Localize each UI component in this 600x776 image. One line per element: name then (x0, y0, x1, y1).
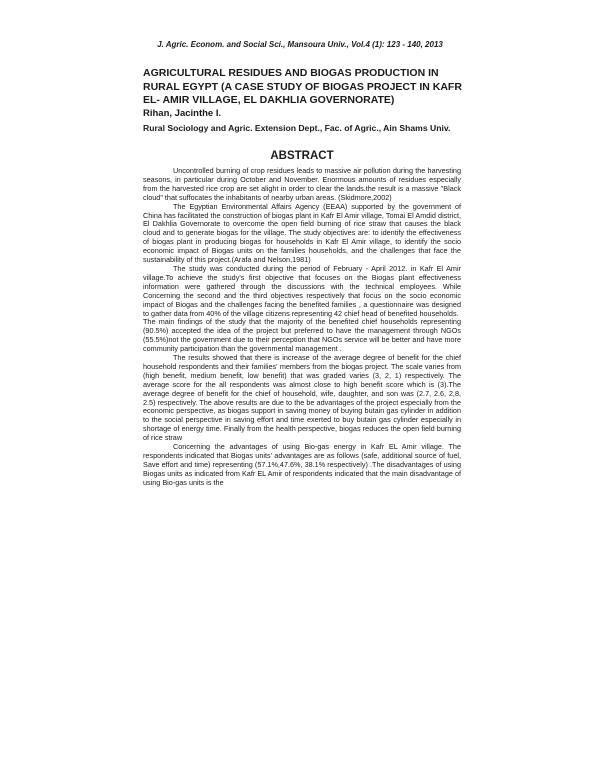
abstract-heading: ABSTRACT (270, 150, 334, 162)
abstract-paragraph-1: Uncontrolled burning of crop residues leads to massive air pollution during the harvesting seasons, in particular during October and November. Enormous amounts of residues especially from the harvested rice crop are set alight in order to clear the lands.the result is a massive "Black cloud" that suffocates the inhabitants of nearby urban areas. (Skidmore,2002) (143, 166, 461, 202)
abstract-paragraph-6: Concerning the advantages of using Bio-gas energy in Kafr EL Amir village. The respondents indicated that Biogas units' advantages are as follows (safe, additional source of fuel, Save effort and time) representing (57.1%,47.6%, 38.1% respectively) .The disadvantages of using Biogas units as indicated from Kafr EL Amir of respondents indicated that the main disadvantage of using Bio-gas units is the (143, 442, 461, 487)
abstract-paragraph-5: The results showed that there is increase of the average degree of benefit for the chief household respondents and their families' members from the biogas project. The scale varies from (high benefit, medium benefit, low benefit) that was graded varies (3, 2, 1) respectively. The average score for the all respondents was almost close to high benefit score which is (3).The average degree of benefit for the chief of household, wife, daughter, and son was (2.7, 2.6, 2,8, 2.5) respectively. The above results are due to the be advantages of the project especially from the economic perspective, as biogas support in saving money of buying butain gas cylinder in addition to the social perspective in saving effort and time exerted to buy butain gas cylinder especially in shortage of energy time. Finally from the health perspective, biogas reduces the open field burning of rice straw (143, 353, 461, 443)
author-affiliation: Rural Sociology and Agric. Extension Dept., Fac. of Agric., Ain Shams Univ. (143, 123, 451, 133)
author-name: Rihan, Jacinthe I. (143, 108, 222, 119)
abstract-paragraph-2: The Egyptian Environmental Affairs Agency (EEAA) supported by the government of China has facilitated the construction of biogas plant in Kafr El Amir village, Tomai El Amdid district, El Dakhlia Governorate to overcome the open field burning of rice straw that causes the black cloud and to generate biogas for the village. The study objectives are: to identify the effectiveness of biogas plant in producing biogas for households in Kafr El Amir village, to identify the socio economic impact of Biogas units on the families households, and the challenges that face the sustainability of this project.(Arafa and Nelson,1981) (143, 201, 461, 265)
abstract-paragraph-3: The study was conducted during the period of February - April 2012. in Kafr El Amir village.To achieve the study's first objective that focuses on the Biogas plant effectiveness information were gathered through the discussions with the technical employees. While Concerning the second and the third objectives respectively that focus on the socio economic impact of Biogas and the challenges facing the benefited families , a questionnaire was designed to gather data from 40% of the village citizens representing 42 chief head of benefited households. (143, 263, 461, 318)
abstract-body (143, 167, 461, 488)
journal-header: J. Agric. Econom. and Social Sci., Mansoura Univ., Vol.4 (1): 123 - 140, 2013 (157, 40, 443, 49)
abstract-paragraph-4: The main findings of the study that the majority of the benefited chief households representing (90.5%) accepted the idea of the project but preferred to have the management through NGOs (55.5%)not the government due to their perception that NGOs service will be better and have more community participation than the governmental management . (143, 317, 461, 354)
paper-title: AGRICULTURAL RESIDUES AND BIOGAS PRODUCTION IN RURAL EGYPT (A CASE STUDY OF BIOGAS PROJECT IN KAFR EL- AMIR VILLAGE, EL DAKHLIA GOVERNORATE) (143, 67, 462, 106)
